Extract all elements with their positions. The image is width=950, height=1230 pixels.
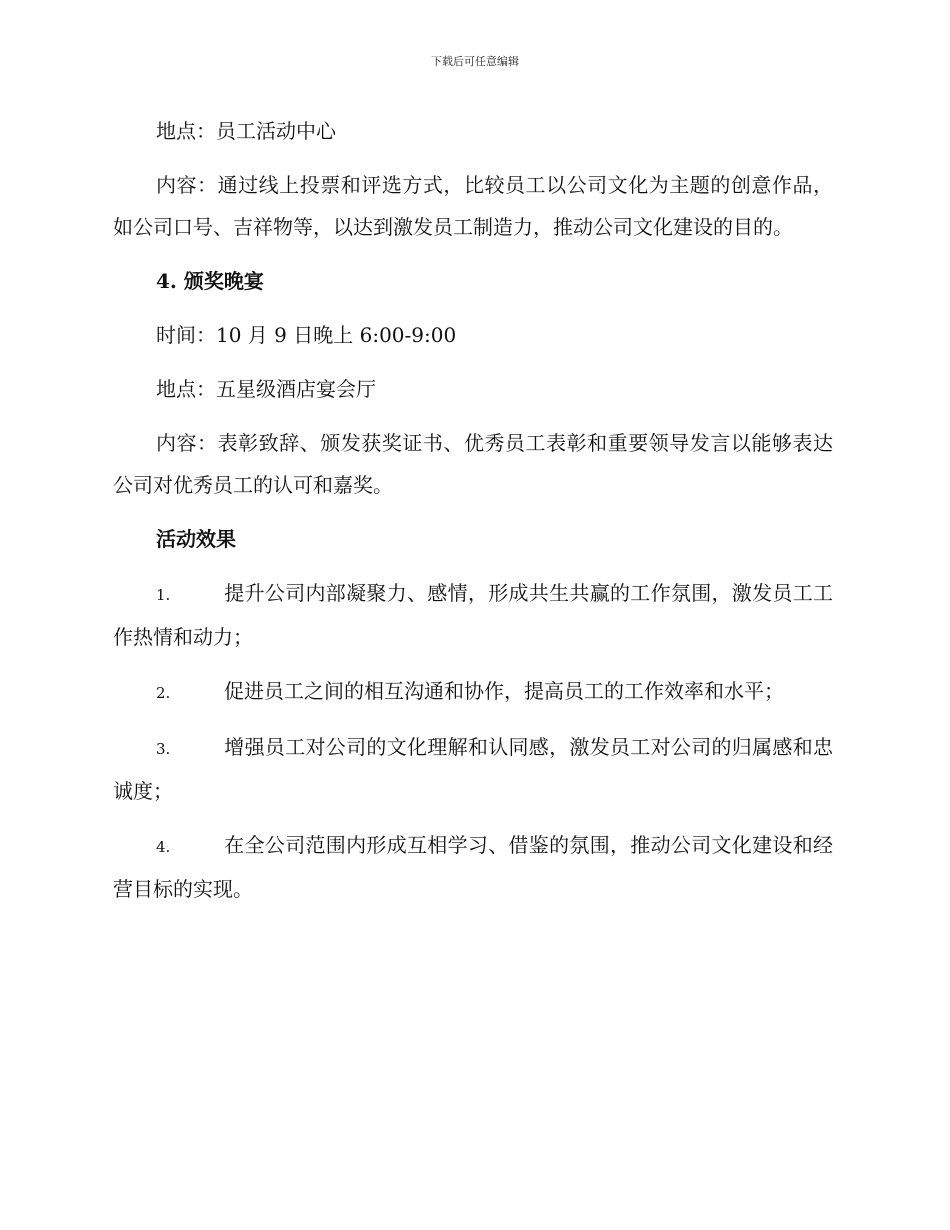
- document-body: [113, 110, 833, 922]
- list-item-number: 2.: [156, 684, 171, 702]
- list-item-text: 增强员工对公司的文化理解和认同感，激发员工对公司的归属感和忠诚度；: [113, 735, 833, 803]
- paragraph-time: 时间：10 月 9 日晚上 6:00-9:00: [156, 323, 457, 347]
- list-item: [113, 572, 833, 658]
- section-heading-award-banquet: 4. 颁奖晚宴: [156, 269, 264, 293]
- list-item: [113, 726, 833, 812]
- paragraph-content: 内容：通过线上投票和评选方式，比较员工以公司文化为主题的创意作品，如公司口号、吉祥物等，以达到激发员工制造力，推动公司文化建设的目的。: [113, 173, 833, 239]
- list-item-text: 在全公司范围内形成互相学习、借鉴的氛围，推动公司文化建设和经营目标的实现。: [113, 833, 833, 901]
- section-heading-activity-effects: 活动效果: [156, 527, 236, 551]
- header-note: 下载后可任意编辑: [431, 55, 519, 68]
- list-item: [113, 824, 833, 910]
- paragraph-location: 地点：员工活动中心: [156, 119, 336, 143]
- list-item: [113, 670, 833, 714]
- list-item-text: 提升公司内部凝聚力、感情，形成共生共赢的工作氛围，激发员工工作热情和动力；: [113, 581, 833, 649]
- list-item-number: 1.: [156, 586, 171, 604]
- list-item-number: 3.: [156, 740, 171, 758]
- list-item-number: 4.: [156, 838, 171, 856]
- paragraph-content: 内容：表彰致辞、颁发获奖证书、优秀员工表彰和重要领导发言以能够表达公司对优秀员工的认可和嘉奖。: [113, 431, 833, 497]
- paragraph-location: 地点：五星级酒店宴会厅: [156, 377, 376, 401]
- list-item-text: 促进员工之间的相互沟通和协作，提高员工的工作效率和水平；: [224, 679, 784, 703]
